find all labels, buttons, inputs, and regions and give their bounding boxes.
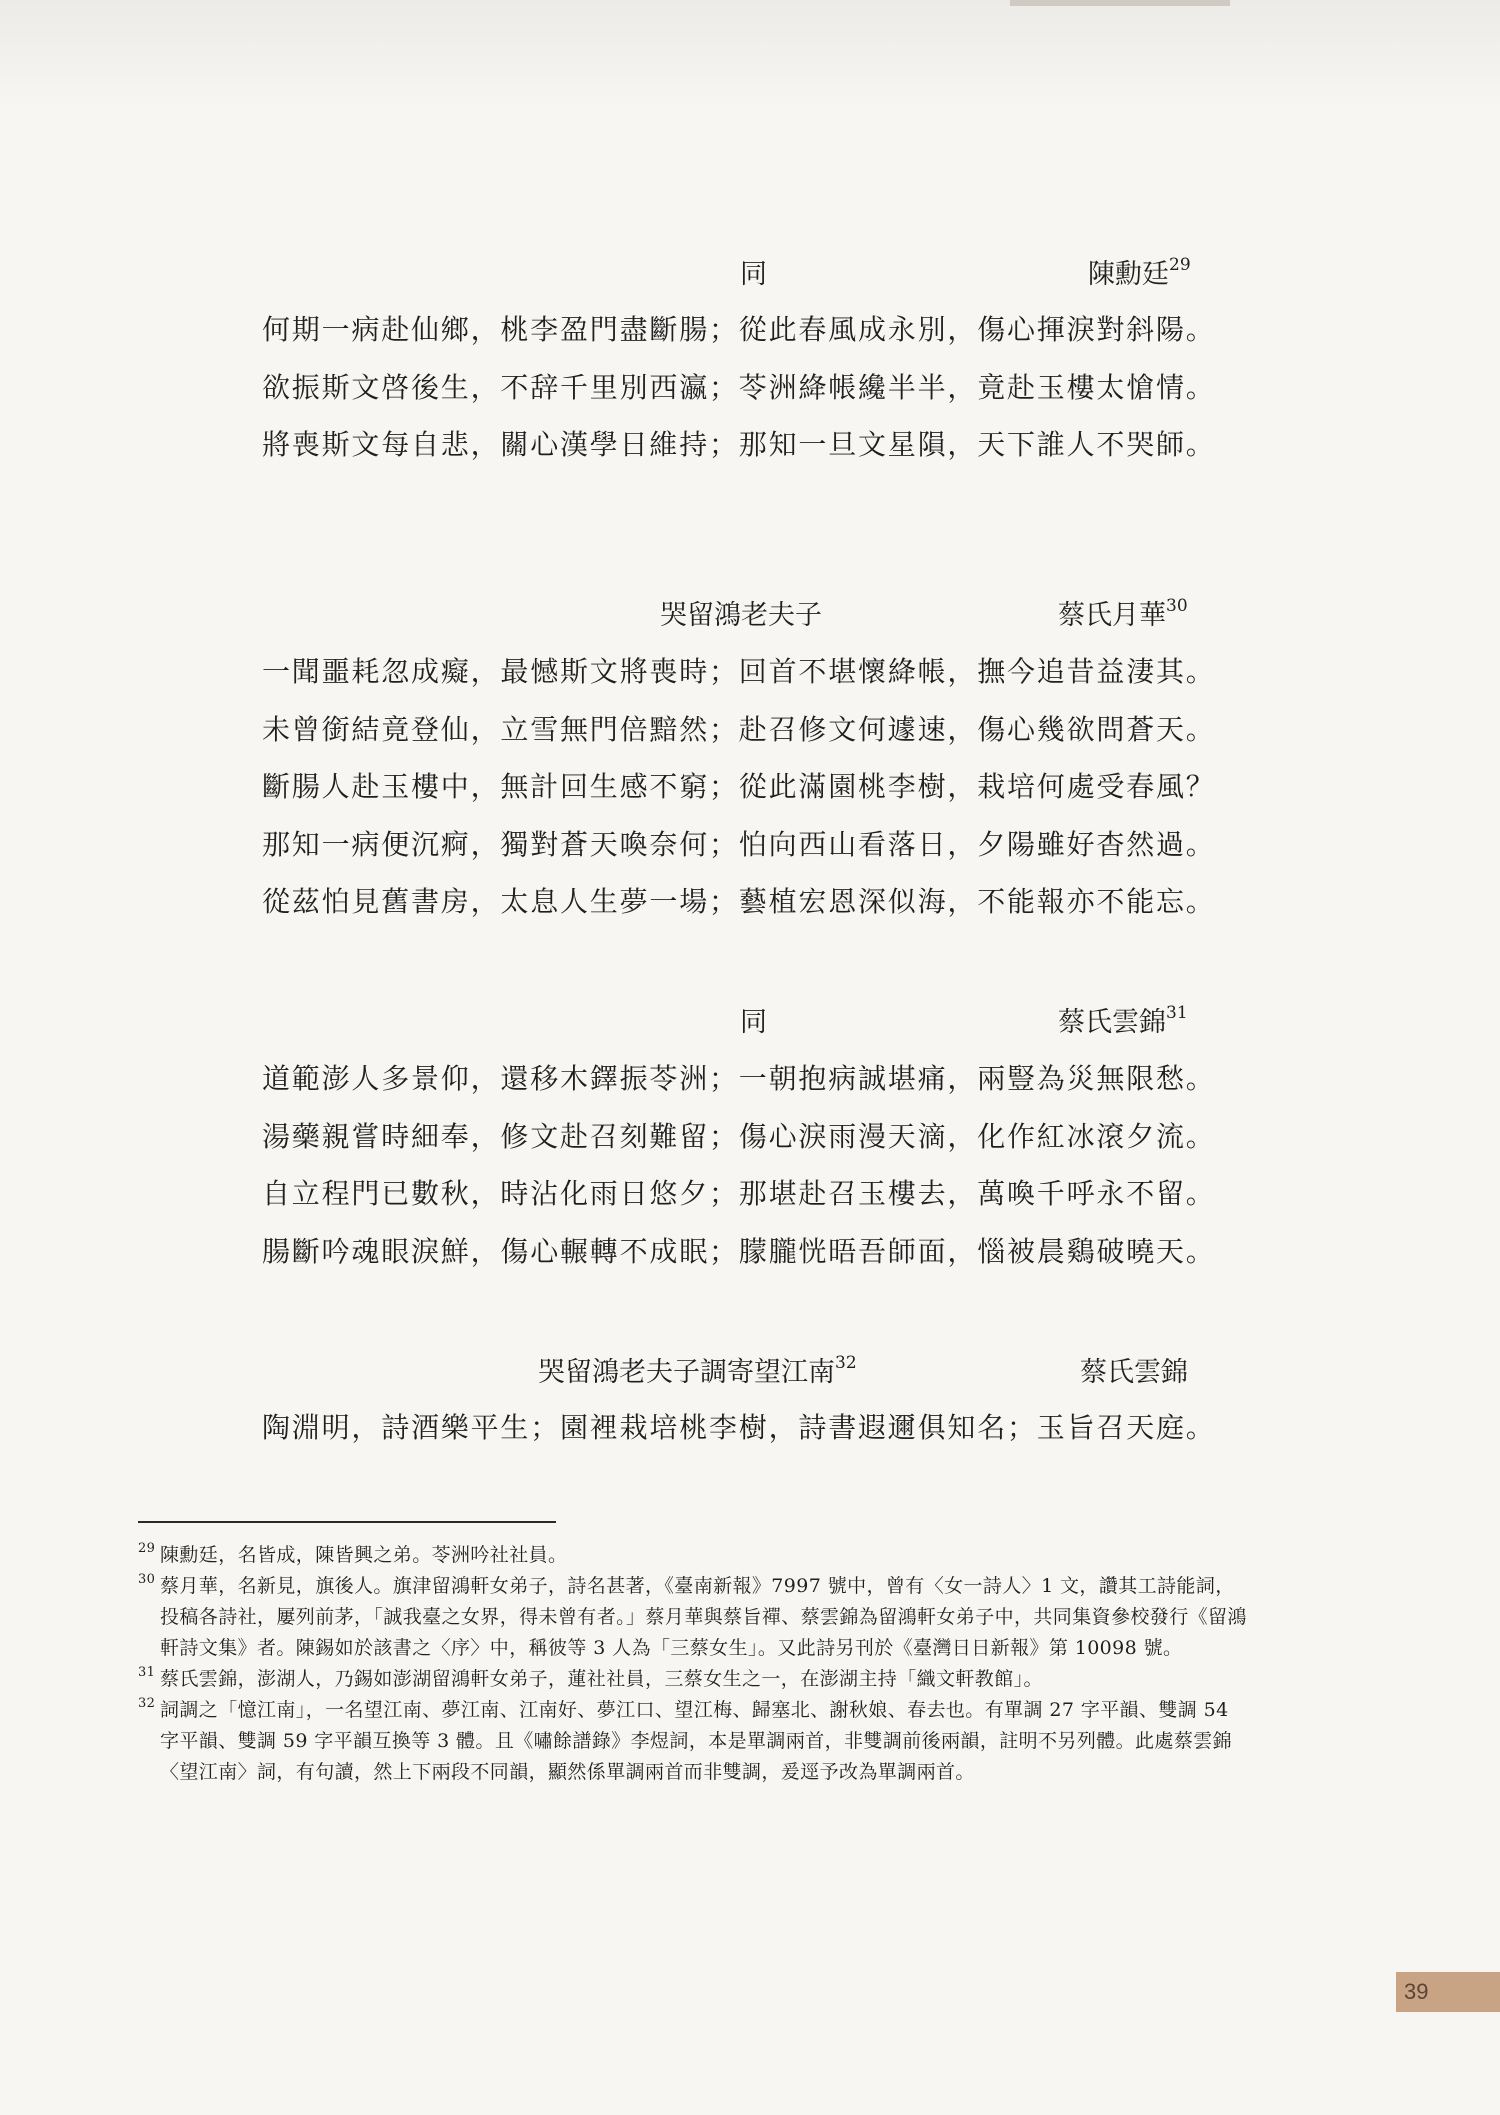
top-edge-mark <box>1010 0 1230 6</box>
poem-3-author <box>1058 1000 1188 1039</box>
footnote-29-text: 陳勳廷，名皆成，陳皆興之弟。苓洲吟社社員。 <box>160 1544 568 1566</box>
poem-1-footnote-ref: 29 <box>1169 255 1191 275</box>
poem-1-heading <box>0 252 1500 292</box>
footnote-31-number: 31 <box>138 1665 156 1680</box>
footnote-30-number: 30 <box>138 1572 156 1587</box>
page-number: 39 <box>1396 1972 1500 2012</box>
poem-4-author: 蔡氏雲錦 <box>1080 1357 1188 1388</box>
poem-3-author-name: 蔡氏雲錦 <box>1058 1007 1166 1038</box>
poem-1-line-2: 欲振斯文啓後生，不辞千里別西瀛；苓洲絳帳纔半半，竟赴玉樓太愴情。 <box>262 371 1216 404</box>
poem-3-line-4: 腸斷吟魂眼淚鮮，傷心輾轉不成眠；朦朧恍晤吾師面，惱被晨鷄破曉天。 <box>262 1235 1216 1268</box>
poem-4-line-1: 陶淵明，詩酒樂平生；園裡栽培桃李樹，詩書遐邇俱知名；玉旨召天庭。 <box>262 1411 1216 1444</box>
poem-1-line-1: 何期一病赴仙鄉，桃李盈門盡斷腸；從此春風成永別，傷心揮淚對斜陽。 <box>262 313 1216 346</box>
poem-2-line-5: 從茲怕見舊書房，太息人生夢一場；藝植宏恩深似海，不能報亦不能忘。 <box>262 885 1216 918</box>
poem-2-line-3: 斷腸人赴玉樓中，無計回生感不窮；從此滿園桃李樹，栽培何處受春風？ <box>262 770 1216 803</box>
poem-4-title: 哭留鴻老夫子調寄望江南 <box>538 1357 835 1388</box>
poem-1-line-3: 將喪斯文每自悲，關心漢學日維持；那知一旦文星隕，天下誰人不哭師。 <box>262 428 1216 461</box>
poem-2-footnote-ref: 30 <box>1166 596 1188 616</box>
poem-3-footnote-ref: 31 <box>1166 1003 1188 1023</box>
footnote-29 <box>138 1540 1253 1571</box>
footnote-31-text: 蔡氏雲錦，澎湖人，乃錫如澎湖留鴻軒女弟子，蓮社社員，三蔡女生之一，在澎湖主持「織文軒教館」。 <box>160 1668 1043 1690</box>
poem-2-author <box>1058 593 1188 632</box>
footnote-31 <box>138 1664 1253 1695</box>
footnote-32 <box>138 1695 1253 1788</box>
poem-2-line-4: 那知一病便沉痾，獨對蒼天喚奈何；怕向西山看落日，夕陽雖好杳然過。 <box>262 828 1216 861</box>
poem-2-title: 哭留鴻老夫子 <box>660 600 822 631</box>
poem-1-title: 同 <box>740 259 767 290</box>
poem-2-line-2: 未曾銜結竟登仙，立雪無門倍黯然；赴召修文何遽速，傷心幾欲問蒼天。 <box>262 713 1216 746</box>
poem-1-author <box>1088 252 1191 291</box>
poem-4-title-wrap <box>538 1350 857 1389</box>
footnote-30 <box>138 1571 1253 1664</box>
poem-2-author-name: 蔡氏月華 <box>1058 600 1166 631</box>
footnote-29-number: 29 <box>138 1541 156 1556</box>
footnote-32-text: 詞調之「憶江南」，一名望江南、夢江南、江南好、夢江口、望江梅、歸塞北、謝秋娘、春去也。有單調 27 字平韻、雙調 54 字平韻、雙調 59 字平韻互換等 3 體。且《嘯餘譜錄》李煜詞，本是單調兩首，非雙調前後兩韻，註明不另列體。此處蔡雲錦〈望江南〉詞，有句讀，然上下兩段不同韻，顯然係單調兩首而非雙調，爰逕予改為單調兩首。 <box>160 1699 1233 1783</box>
footnote-rule <box>138 1521 556 1523</box>
poem-2-heading <box>0 593 1500 633</box>
footnotes <box>138 1540 1253 1788</box>
footnote-30-text: 蔡月華，名新見，旗後人。旗津留鴻軒女弟子，詩名甚著，《臺南新報》7997 號中，曾有〈女一詩人〉1 文，讚其工詩能詞，投稿各詩社，屢列前茅，「誠我臺之女界，得未曾有者。」蔡月華與蔡旨禪、蔡雲錦為留鴻軒女弟子中，共同集資參校發行《留鴻軒詩文集》者。陳錫如於該書之〈序〉中，稱彼等 3 人為「三蔡女生」。又此詩另刊於《臺灣日日新報》第 10098 號。 <box>160 1575 1247 1659</box>
poem-3-title: 同 <box>740 1007 767 1038</box>
poem-3-line-2: 湯藥親嘗時細奉，修文赴召刻難留；傷心淚雨漫天滴，化作紅冰滾夕流。 <box>262 1120 1216 1153</box>
poem-2-line-1: 一聞噩耗忽成癡，最憾斯文將喪時；回首不堪懷絳帳，撫今追昔益淒其。 <box>262 655 1216 688</box>
poem-4-footnote-ref: 32 <box>835 1353 857 1373</box>
poem-1-author-name: 陳勳廷 <box>1088 259 1169 290</box>
poem-4-heading <box>0 1350 1500 1390</box>
poem-3-heading <box>0 1000 1500 1040</box>
poem-3-line-1: 道範澎人多景仰，還移木鐸振苓洲；一朝抱病誠堪痛，兩豎為災無限愁。 <box>262 1062 1216 1095</box>
footnote-32-number: 32 <box>138 1696 156 1711</box>
poem-3-line-3: 自立程門已數秋，時沾化雨日悠夕；那堪赴召玉樓去，萬喚千呼永不留。 <box>262 1177 1216 1210</box>
page-top-band <box>0 0 1500 110</box>
